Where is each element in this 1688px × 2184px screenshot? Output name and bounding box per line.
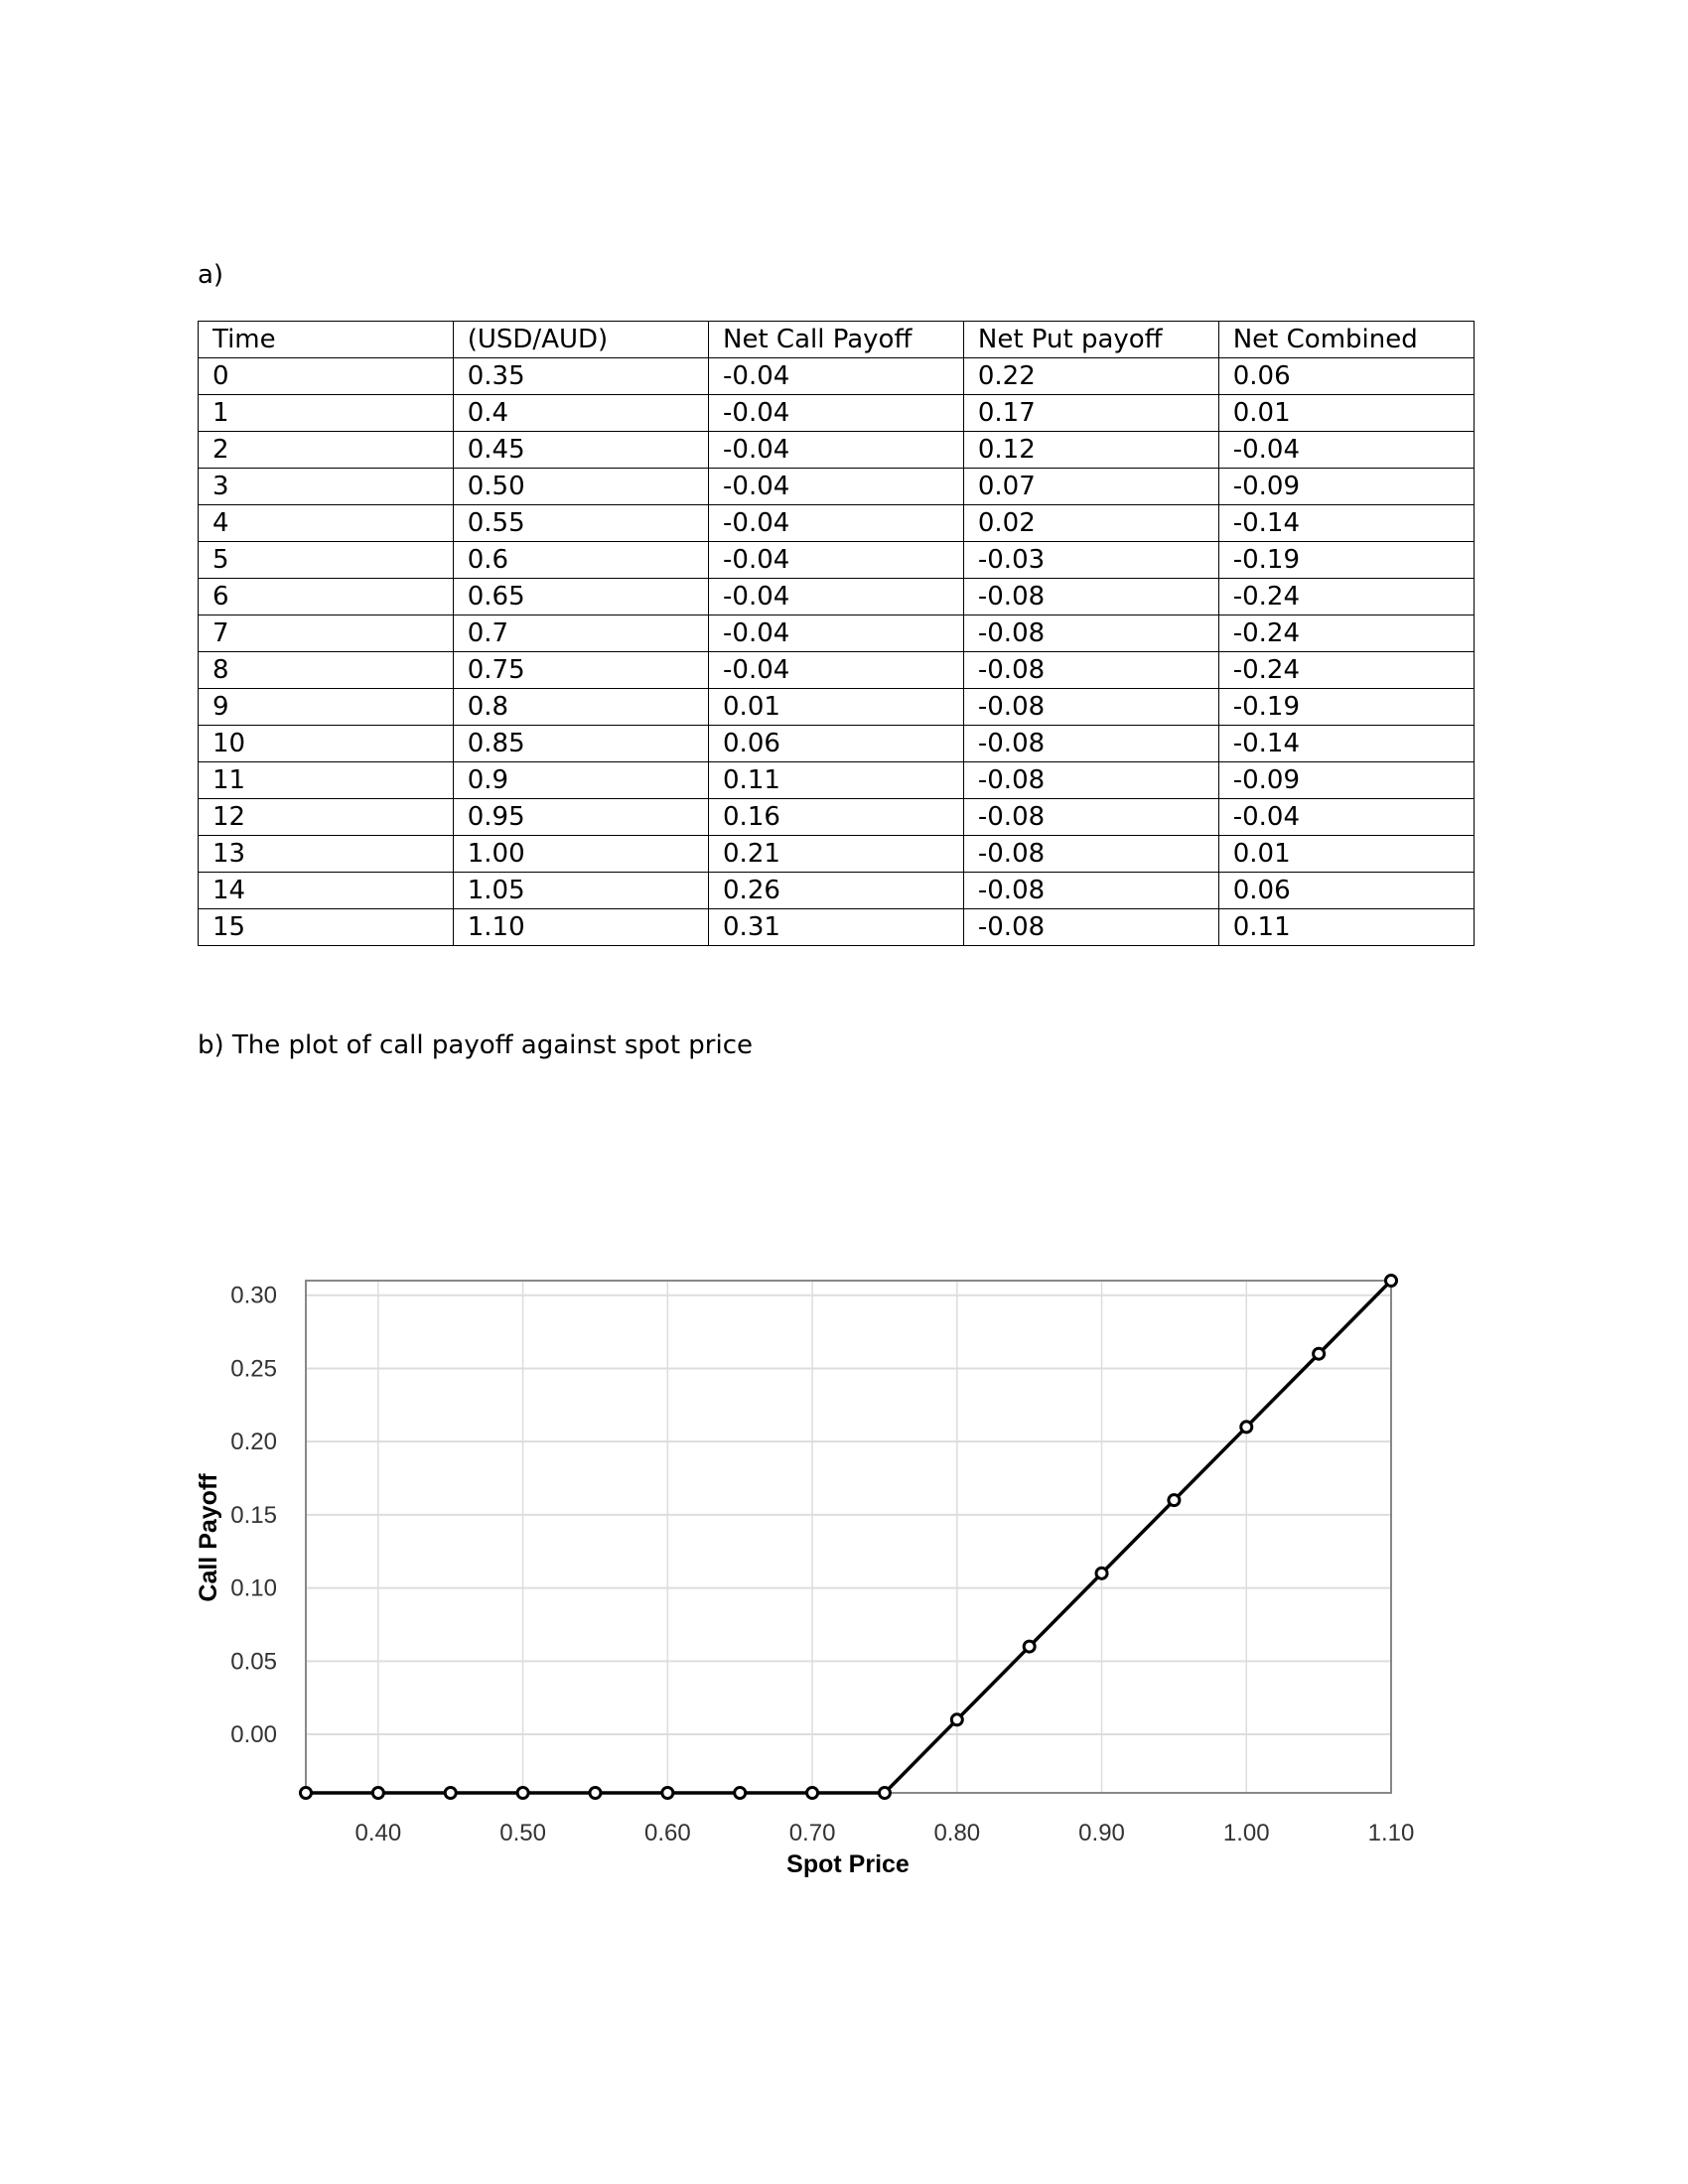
- table-cell: 1.10: [453, 909, 708, 946]
- table-cell: 4: [199, 505, 454, 542]
- table-cell: 0.07: [963, 469, 1218, 505]
- table-cell: 0.65: [453, 579, 708, 615]
- table-cell: 0.95: [453, 799, 708, 836]
- x-tick-label: 1.00: [1222, 1820, 1270, 1846]
- table-cell: 0.6: [453, 542, 708, 579]
- table-cell: 12: [199, 799, 454, 836]
- y-tick-label: 0.05: [230, 1648, 277, 1676]
- table-cell: 10: [199, 726, 454, 762]
- y-tick-label: 0.10: [230, 1574, 277, 1602]
- table-cell: 1.00: [453, 836, 708, 873]
- data-point: [1169, 1495, 1180, 1506]
- table-cell: 0.75: [453, 652, 708, 689]
- y-axis-label: Call Payoff: [195, 1473, 222, 1602]
- data-point: [590, 1788, 601, 1799]
- table-cell: 1: [199, 395, 454, 432]
- table-cell: -0.14: [1218, 505, 1474, 542]
- table-cell: -0.04: [709, 469, 964, 505]
- table-cell: -0.14: [1218, 726, 1474, 762]
- table-cell: 0.06: [709, 726, 964, 762]
- y-tick-label: 0.00: [230, 1721, 277, 1749]
- table-cell: -0.19: [1218, 542, 1474, 579]
- table-cell: -0.04: [709, 579, 964, 615]
- series-line: [306, 1281, 1391, 1793]
- data-point: [879, 1788, 890, 1799]
- table-cell: -0.04: [1218, 432, 1474, 469]
- table-cell: 5: [199, 542, 454, 579]
- table-cell: 0.11: [709, 762, 964, 799]
- column-header: (USD/AUD): [453, 322, 708, 358]
- table-cell: 0.17: [963, 395, 1218, 432]
- section-b-heading: b) The plot of call payoff against spot price: [198, 1030, 753, 1060]
- data-point: [1386, 1276, 1397, 1287]
- data-point: [1024, 1641, 1035, 1652]
- table-cell: 0.11: [1218, 909, 1474, 946]
- data-point: [735, 1788, 746, 1799]
- table-cell: 0.01: [709, 689, 964, 726]
- table-cell: 0.01: [1218, 836, 1474, 873]
- table-cell: 3: [199, 469, 454, 505]
- x-tick-label: 0.70: [788, 1820, 836, 1846]
- table-cell: -0.08: [963, 909, 1218, 946]
- table-cell: -0.04: [709, 432, 964, 469]
- table-cell: -0.04: [1218, 799, 1474, 836]
- table-cell: 0.06: [1218, 873, 1474, 909]
- table-cell: 13: [199, 836, 454, 873]
- table-cell: 0.22: [963, 358, 1218, 395]
- table-cell: -0.08: [963, 873, 1218, 909]
- data-point: [951, 1714, 962, 1725]
- table-cell: -0.08: [963, 615, 1218, 652]
- table-cell: -0.08: [963, 799, 1218, 836]
- table-cell: -0.04: [709, 542, 964, 579]
- table-cell: 0.16: [709, 799, 964, 836]
- y-tick-label: 0.25: [230, 1355, 277, 1383]
- table-cell: 0.06: [1218, 358, 1474, 395]
- table-cell: -0.24: [1218, 615, 1474, 652]
- table-cell: -0.04: [709, 652, 964, 689]
- table-cell: 0.35: [453, 358, 708, 395]
- x-tick-label: 0.50: [499, 1820, 546, 1846]
- x-tick-label: 1.10: [1367, 1820, 1415, 1846]
- table-cell: -0.24: [1218, 652, 1474, 689]
- table-cell: 0.31: [709, 909, 964, 946]
- table-cell: 11: [199, 762, 454, 799]
- data-point: [1314, 1348, 1325, 1359]
- table-cell: 0.26: [709, 873, 964, 909]
- table-cell: 7: [199, 615, 454, 652]
- table-cell: -0.08: [963, 836, 1218, 873]
- tick-labels: [230, 1283, 1414, 1846]
- x-tick-label: 0.60: [643, 1820, 691, 1846]
- table-cell: -0.04: [709, 395, 964, 432]
- table-cell: 15: [199, 909, 454, 946]
- data-point: [445, 1788, 456, 1799]
- data-point: [517, 1788, 528, 1799]
- table-cell: -0.08: [963, 726, 1218, 762]
- y-tick-label: 0.15: [230, 1501, 277, 1529]
- table-cell: 8: [199, 652, 454, 689]
- column-header: Time: [199, 322, 454, 358]
- column-header: Net Call Payoff: [709, 322, 964, 358]
- table-cell: -0.04: [709, 358, 964, 395]
- table-cell: -0.04: [709, 505, 964, 542]
- table-cell: 0.21: [709, 836, 964, 873]
- table-cell: 0.02: [963, 505, 1218, 542]
- table-cell: -0.19: [1218, 689, 1474, 726]
- x-axis-label: Spot Price: [786, 1850, 910, 1878]
- table-cell: 9: [199, 689, 454, 726]
- x-tick-label: 0.90: [1078, 1820, 1125, 1846]
- table-cell: 14: [199, 873, 454, 909]
- section-a-heading: a): [198, 260, 224, 290]
- table-cell: -0.03: [963, 542, 1218, 579]
- table-cell: 2: [199, 432, 454, 469]
- table-cell: -0.08: [963, 579, 1218, 615]
- x-tick-label: 0.40: [354, 1820, 402, 1846]
- x-tick-label: 0.80: [933, 1820, 981, 1846]
- data-point: [807, 1788, 818, 1799]
- table-cell: 0.8: [453, 689, 708, 726]
- table-cell: 0.45: [453, 432, 708, 469]
- table-cell: -0.08: [963, 652, 1218, 689]
- data-point: [301, 1788, 312, 1799]
- grid: [306, 1281, 1391, 1793]
- table-cell: 0.55: [453, 505, 708, 542]
- data-point: [372, 1788, 383, 1799]
- table-cell: -0.04: [709, 615, 964, 652]
- table-cell: -0.08: [963, 762, 1218, 799]
- table-cell: 0: [199, 358, 454, 395]
- table-cell: 0.7: [453, 615, 708, 652]
- data-point: [1241, 1422, 1252, 1433]
- table-cell: 6: [199, 579, 454, 615]
- table-cell: -0.24: [1218, 579, 1474, 615]
- table-cell: 0.4: [453, 395, 708, 432]
- data-point: [1096, 1568, 1107, 1578]
- plot-frame: [306, 1281, 1391, 1793]
- table-cell: -0.08: [963, 689, 1218, 726]
- column-header: Net Put payoff: [963, 322, 1218, 358]
- table-cell: 1.05: [453, 873, 708, 909]
- column-header: Net Combined: [1218, 322, 1474, 358]
- y-tick-label: 0.30: [230, 1282, 277, 1309]
- series-call-payoff: [301, 1276, 1397, 1799]
- data-point: [662, 1788, 673, 1799]
- table-cell: 0.9: [453, 762, 708, 799]
- table-cell: -0.09: [1218, 469, 1474, 505]
- table-cell: 0.50: [453, 469, 708, 505]
- table-cell: 0.85: [453, 726, 708, 762]
- table-cell: -0.09: [1218, 762, 1474, 799]
- table-cell: 0.01: [1218, 395, 1474, 432]
- y-tick-label: 0.20: [230, 1429, 277, 1456]
- table-cell: 0.12: [963, 432, 1218, 469]
